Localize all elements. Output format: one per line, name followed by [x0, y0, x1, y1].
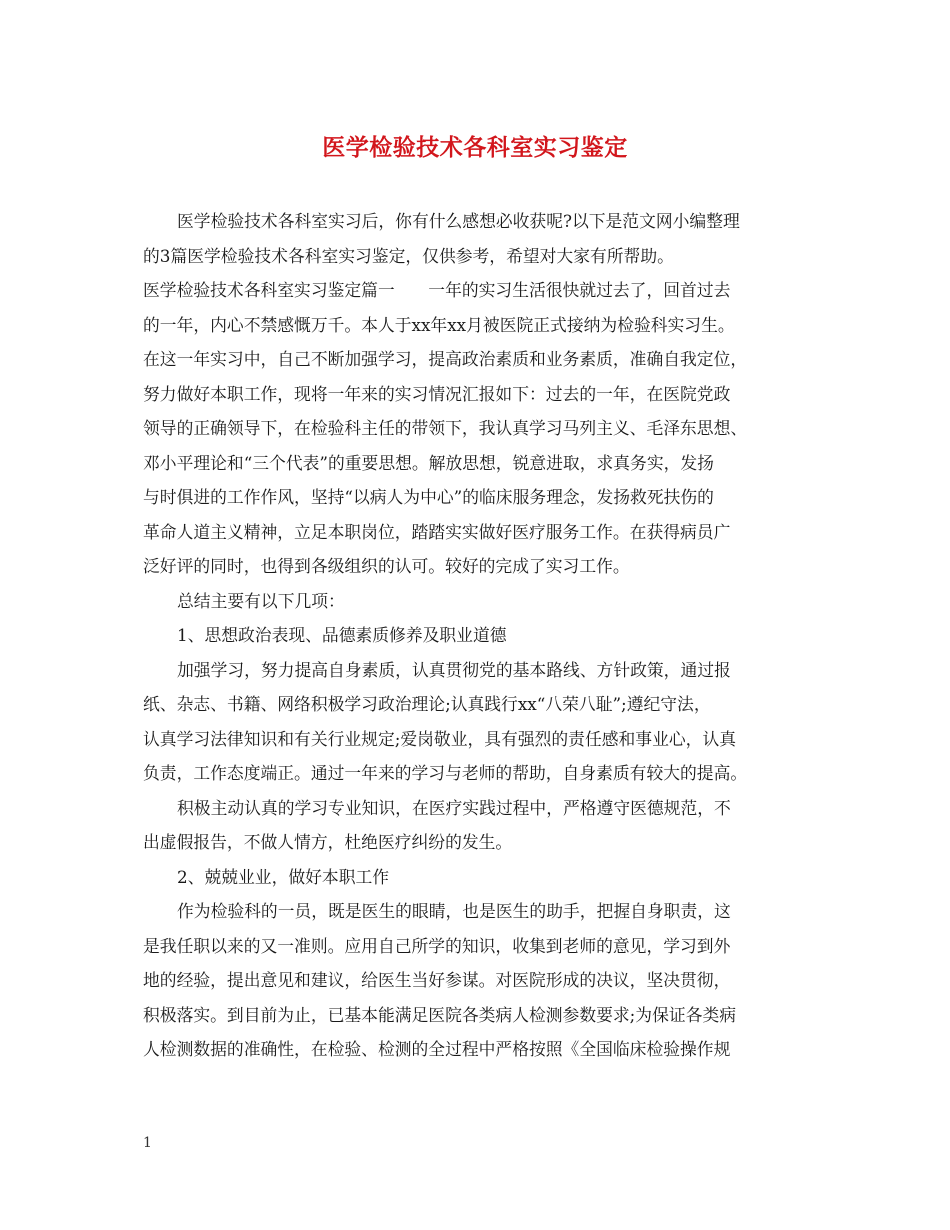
- text-line: 地的经验，提出意见和建议，给医生当好参谋。对医院形成的决议，坚决贯彻，: [143, 970, 731, 990]
- text-line: 认真学习法律知识和有关行业规定;爱岗敬业，具有强烈的责任感和事业心，认真: [143, 728, 737, 749]
- text-line: 是我任职以来的又一准则。应用自己所学的知识，收集到老师的意见，学习到外: [143, 935, 731, 956]
- text-line: 人检测数据的准确性，在检验、检测的全过程中严格按照《全国临床检验操作规: [143, 1039, 731, 1059]
- text-line: 医学检验技术各科室实习后，你有什么感想必收获呢?以下是范文网小编整理: [177, 211, 740, 231]
- document-body: [143, 204, 815, 1067]
- text-line: 的一年，内心不禁感慨万千。本人于xx年xx月被医院正式接纳为检验科实习生。: [143, 314, 735, 335]
- text-line: 邓小平理论和“三个代表”的重要思想。解放思想，锐意进取，求真务实，发扬: [143, 452, 714, 473]
- text-line: 泛好评的同时，也得到各级组织的认可。较好的完成了实习工作。: [143, 556, 630, 576]
- text-line: 与时俱进的工作作风，坚持“以病人为中心”的临床服务理念，发扬救死扶伤的: [143, 487, 714, 507]
- text-line: 积极主动认真的学习专业知识，在医疗实践过程中，严格遵守医德规范，不: [177, 797, 731, 818]
- text-line: 的3篇医学检验技术各科室实习鉴定，仅供参考，希望对大家有所帮助。: [143, 245, 674, 266]
- text-line: 在这一年实习中，自己不断加强学习，提高政治素质和业务素质，准确自我定位，: [143, 349, 748, 369]
- text-line: 积极落实。到目前为止，已基本能满足医院各类病人检测参数要求;为保证各类病: [143, 1004, 737, 1025]
- text-line: 努力做好本职工作，现将一年来的实习情况汇报如下：过去的一年，在医院党政: [143, 383, 731, 404]
- text-line: 纸、杂志、书籍、网络积极学习政治理论;认真践行xx“八荣八耻”;遵纪守法，: [143, 694, 711, 714]
- text-line: 医学检验技术各科室实习鉴定篇一 一年的实习生活很快就过去了，回首过去: [143, 280, 731, 300]
- text-line: 2、兢兢业业，做好本职工作: [177, 866, 390, 887]
- text-line: 出虚假报告，不做人情方，杜绝医疗纠纷的发生。: [143, 832, 513, 852]
- text-line: 加强学习，努力提高自身素质，认真贯彻党的基本路线、方针政策，通过报: [177, 659, 731, 680]
- text-line: 负责，工作态度端正。通过一年来的学习与老师的帮助，自身素质有较大的提高。: [143, 763, 748, 783]
- text-line: 1、思想政治表现、品德素质修养及职业道德: [177, 625, 507, 645]
- document-title: 医学检验技术各科室实习鉴定: [322, 134, 628, 161]
- text-line: 领导的正确领导下，在检验科主任的带领下，我认真学习马列主义、毛泽东思想、: [143, 418, 748, 438]
- text-line: 作为检验科的一员，既是医生的眼睛，也是医生的助手，把握自身职责，这: [177, 901, 731, 921]
- text-line: 革命人道主义精神，立足本职岗位，踏踏实实做好医疗服务工作。在获得病员广: [143, 521, 731, 542]
- page-number: 1: [143, 1135, 152, 1151]
- text-line: 总结主要有以下几项：: [177, 590, 345, 611]
